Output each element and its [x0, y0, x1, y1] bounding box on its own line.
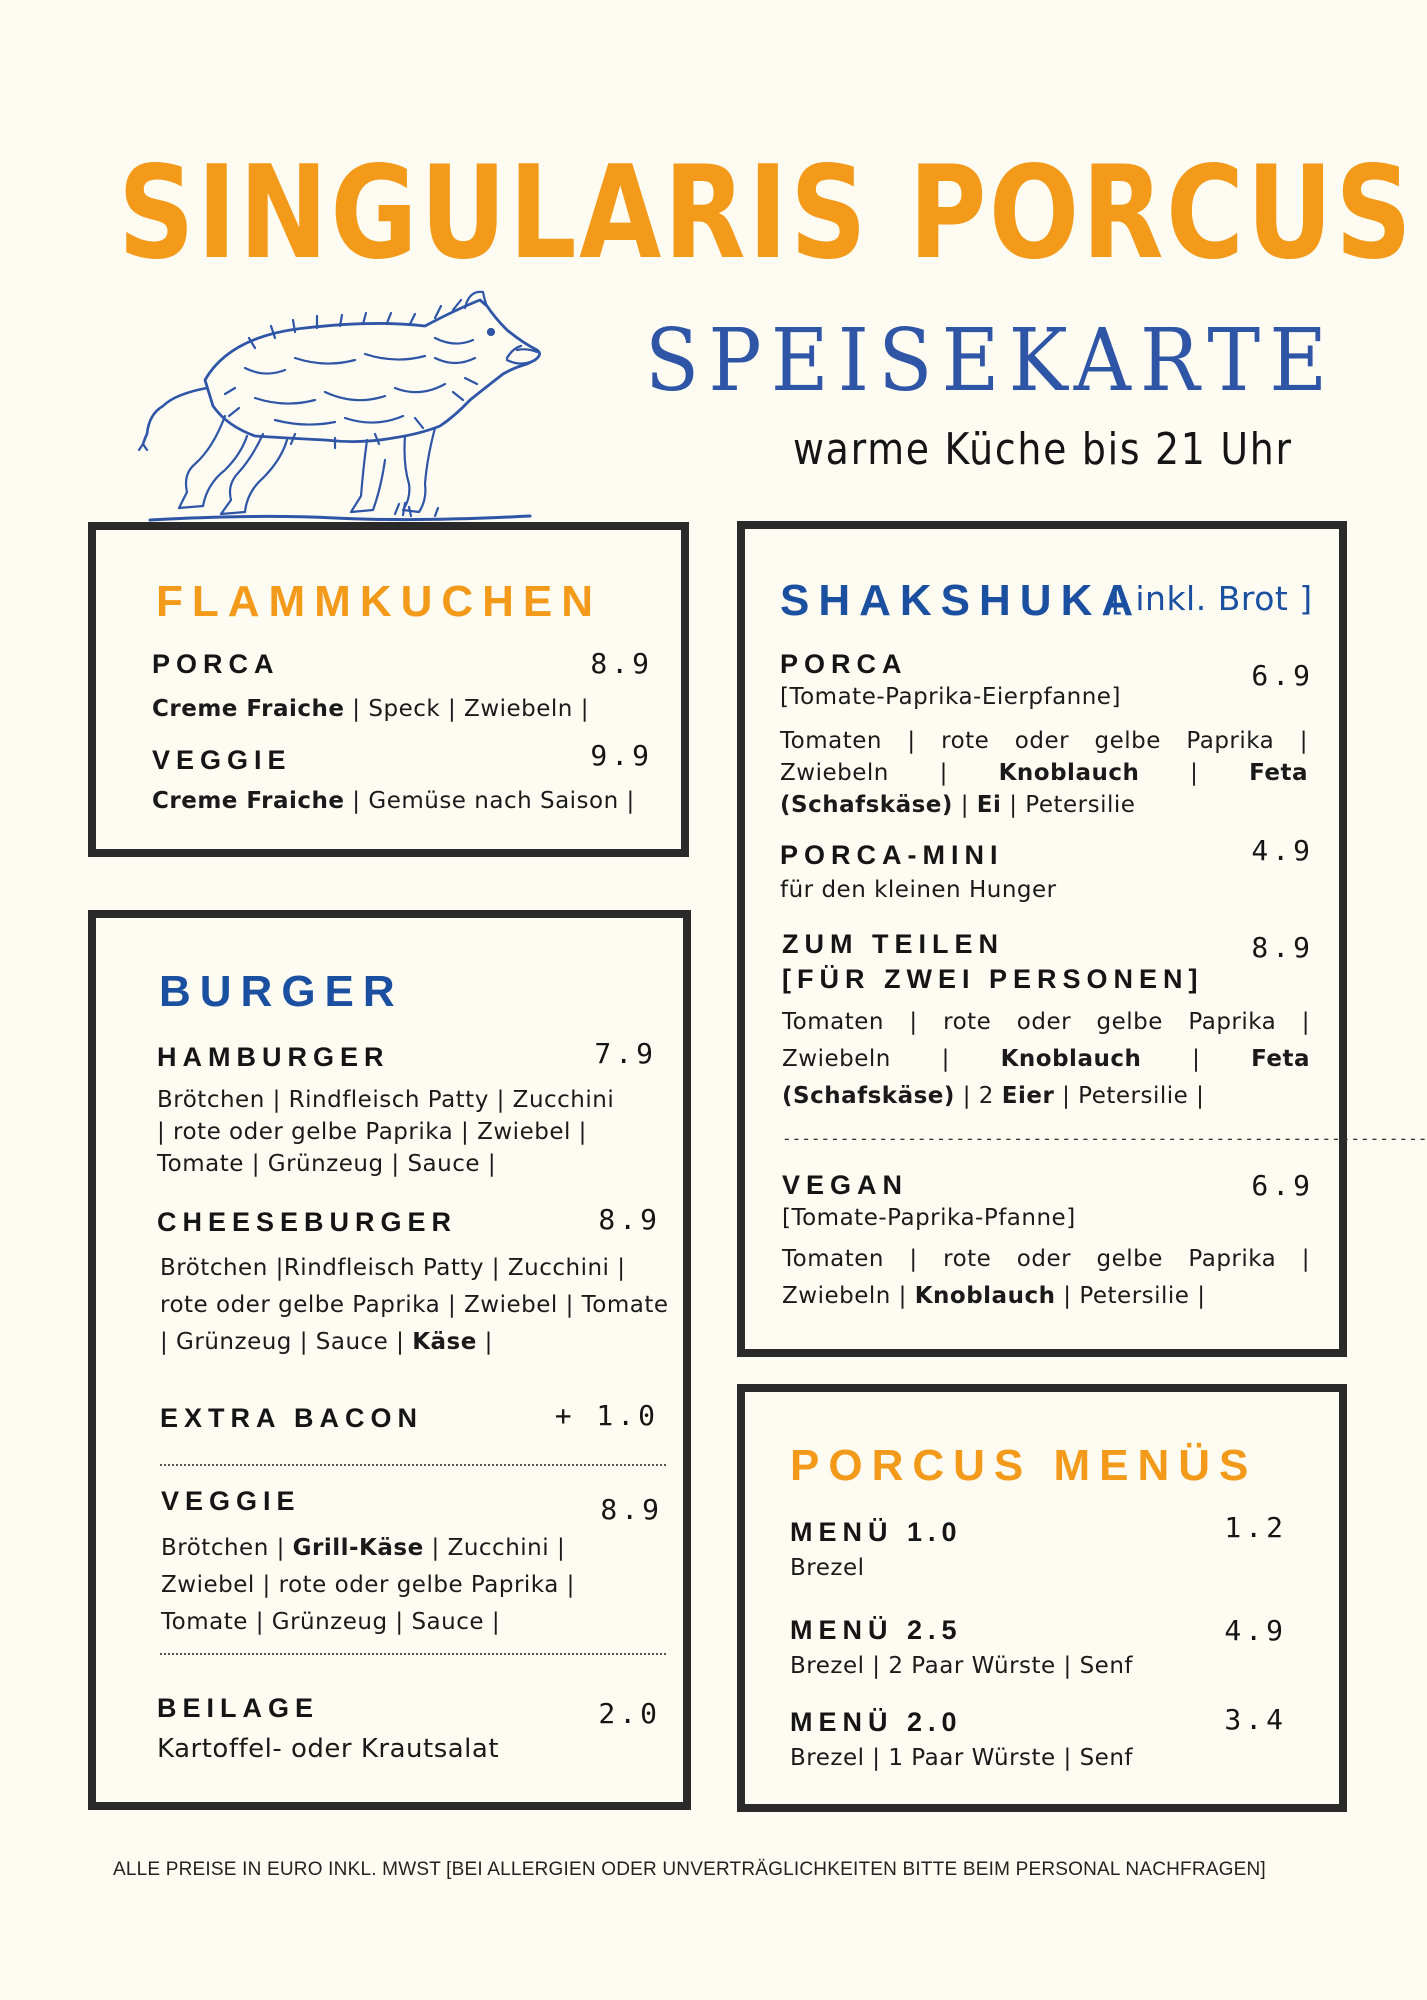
item-name: CHEESEBURGER: [157, 1207, 458, 1237]
item-price: 9.9: [590, 739, 653, 772]
item-price: 7.9: [594, 1037, 657, 1070]
item-price: + 1.0: [554, 1399, 659, 1432]
porcus-menus-section: [737, 1384, 1347, 1812]
menu-subtitle: SPEISEKARTE: [645, 311, 1337, 411]
item-name: PORCA: [780, 649, 908, 679]
item-name: MENÜ 2.5: [790, 1615, 963, 1645]
divider: [160, 1464, 666, 1466]
item-price: 6.9: [1251, 659, 1314, 692]
section-title: PORCUS MENÜS: [790, 1441, 1258, 1490]
item-name: PORCA-MINI: [780, 840, 1004, 870]
item-name: VEGGIE: [161, 1486, 301, 1516]
restaurant-title: SINGULARIS PORCUS: [118, 139, 1415, 288]
kitchen-hours: warme Küche bis 21 Uhr: [793, 424, 1293, 475]
section-title: FLAMMKUCHEN: [156, 577, 603, 626]
item-name: MENÜ 1.0: [790, 1517, 963, 1547]
item-subtitle: [Tomate-Paprika-Pfanne]: [782, 1205, 1076, 1231]
footer-note: ALLE PREISE IN EURO INKL. MWST [BEI ALLERGIEN ODER UNVERTRÄGLICHKEITEN BITTE BEIM PERSONAL NACHFRAGEN]: [113, 1859, 1266, 1880]
item-description: Tomaten | rote oder gelbe Paprika | Zwiebeln | Knoblauch | Feta (Schafskäse) | Ei | Petersilie: [780, 728, 1309, 818]
item-price: 8.9: [600, 1493, 663, 1526]
item-description: Brezel | 1 Paar Würste | Senf: [790, 1745, 1134, 1771]
item-name: BEILAGE: [157, 1693, 320, 1723]
burger-section: [88, 910, 691, 1810]
section-title: SHAKSHUKA: [780, 576, 1143, 625]
item-name: PORCA: [152, 649, 280, 679]
item-description: Brötchen |Rindfleisch Patty | Zucchini | rote oder gelbe Paprika | Zwiebel | Tomate | Grünzeug | Sauce | Käse |: [160, 1255, 669, 1355]
item-description: Brötchen | Rindfleisch Patty | Zucchini | rote oder gelbe Paprika | Zwiebel | Tomate | Grünzeug | Sauce |: [157, 1087, 615, 1177]
item-description: Creme Fraiche | Speck | Zwiebeln |: [152, 696, 589, 722]
divider: -------------------------------------------------------------------: [782, 1129, 1427, 1148]
item-name: ZUM TEILEN: [782, 929, 1004, 959]
item-name-subtitle: [FÜR ZWEI PERSONEN]: [782, 964, 1204, 994]
item-price: 4.9: [1251, 834, 1314, 867]
section-title: BURGER: [159, 967, 404, 1016]
item-name: MENÜ 2.0: [790, 1707, 963, 1737]
item-description: Tomaten | rote oder gelbe Paprika | Zwiebeln | Knoblauch | Petersilie |: [782, 1246, 1310, 1309]
item-name: HAMBURGER: [157, 1042, 390, 1072]
item-name: VEGGIE: [152, 745, 292, 775]
item-subtitle: [Tomate-Paprika-Eierpfanne]: [780, 684, 1121, 710]
item-price: 8.9: [590, 647, 653, 680]
item-description: Brötchen | Grill-Käse | Zucchini | Zwiebel | rote oder gelbe Paprika | Tomate | Grünzeug | Sauce |: [161, 1535, 575, 1635]
item-price: 8.9: [1251, 931, 1314, 964]
item-description: Brezel: [790, 1555, 865, 1581]
item-description: Brezel | 2 Paar Würste | Senf: [790, 1653, 1134, 1679]
item-description: für den kleinen Hunger: [780, 877, 1057, 903]
item-description: Kartoffel- oder Krautsalat: [157, 1734, 500, 1764]
item-price: 2.0: [598, 1697, 661, 1730]
item-price: 4.9: [1224, 1614, 1287, 1647]
flammkuchen-section: [88, 522, 689, 857]
item-price: 1.2: [1224, 1511, 1287, 1544]
item-price: 6.9: [1251, 1169, 1314, 1202]
item-name: EXTRA BACON: [160, 1403, 424, 1433]
item-description: Creme Fraiche | Gemüse nach Saison |: [152, 788, 635, 814]
section-note: [ inkl. Brot ]: [1111, 579, 1313, 618]
shakshuka-section: [737, 521, 1427, 1357]
item-name: VEGAN: [782, 1170, 909, 1200]
item-price: 3.4: [1224, 1703, 1287, 1736]
wild-boar-icon: [135, 288, 545, 528]
item-description: Tomaten | rote oder gelbe Paprika | Zwiebeln | Knoblauch | Feta (Schafskäse) | 2 Eier | Petersilie |: [782, 1009, 1311, 1109]
item-price: 8.9: [598, 1203, 661, 1236]
divider: [160, 1653, 666, 1655]
